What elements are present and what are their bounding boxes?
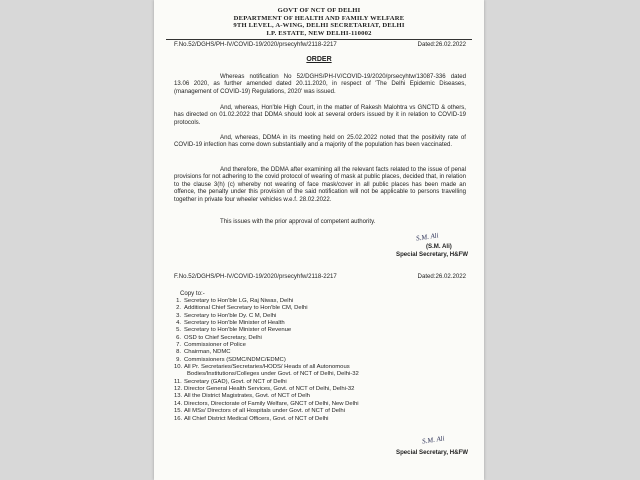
header-department: DEPARTMENT OF HEALTH AND FAMILY WELFARE xyxy=(233,14,405,22)
list-item: 12. Director General Health Services, Govt. of NCT of Delhi, Delhi-32 xyxy=(174,386,355,393)
list-item: 8. Chairman, NDMC xyxy=(176,349,231,356)
copy-to-list xyxy=(174,298,474,423)
signature-scribble: S.M. Ali xyxy=(415,231,440,243)
list-item: 7. Commissioner of Police xyxy=(176,342,246,349)
header-estate: I.P. ESTATE, NEW DELHI-110002 xyxy=(266,29,372,37)
paragraph-3: And, whereas, DDMA in its meeting held on 25.02.2022 noted that the positivity rate of COVID-19 infection has come down substantially and a majority of the population has been vaccinated. xyxy=(174,134,466,149)
paragraph-5: This issues with the prior approval of competent authority. xyxy=(220,218,376,225)
signatory-designation: Special Secretary, H&FW xyxy=(396,251,469,258)
file-date-copy: Dated:26.02.2022 xyxy=(417,273,466,280)
list-item: 10. All Pr. Secretaries/Secretaries/HODS/ Heads of all Autonomous xyxy=(174,364,350,371)
file-number: F.No.52/DGHS/PH-IV/COVID-19/2020/prsecyhfw/2118-2217 xyxy=(174,41,337,48)
list-item: 14. Directors, Directorate of Family Welfare, GNCT of Delhi, New Delhi xyxy=(174,400,359,407)
paragraph-1: Whereas notification No 52/DGHS/PH-IV/COVID-19/2020/prsecyhtw/13087-336 dated 13.06 2020, as further amended dated 20.11.2020, in respect of 'The Delhi Epidemic Diseases, (management of COVID-19) Regulations, 2020' was issued. xyxy=(174,73,466,95)
paragraph-4: And therefore, the DDMA after examining all the relevant facts related to the issue of penal provisions for not adhering to the covid protocol of wearing of mask at public places, decided that, in relation to the clause 3(h) (c) whereby not wearing of face mask/cover in all public places has been made an offence, the penalty under this provision of the said notification will not be applicable to persons travelling together in private four wheeler vehicles w.e.f. 28.02.2022. xyxy=(174,166,466,203)
signatory-name: (S.M. Ali) xyxy=(426,243,452,250)
list-item: 11. Secretary (GAD), Govt. of NCT of Delhi xyxy=(174,378,287,385)
copy-to-label: Copy to:- xyxy=(180,290,205,297)
order-title: ORDER xyxy=(306,56,332,63)
list-item: 2. Additional Chief Secretary to Hon'ble CM, Delhi xyxy=(176,305,308,312)
paragraph-2: And, whereas, Hon'ble High Court, in the matter of Rakesh Malohtra vs GNCTD & others, has directed on 01.02.2022 that DDMA should look at several orders issued by it in relation to COVID-19 protocols. xyxy=(174,104,466,126)
document-page xyxy=(154,0,484,480)
list-item: 3. Secretary to Hon'ble Dy. C M, Delhi xyxy=(176,312,277,319)
list-item: 4. Secretary to Hon'ble Minister of Health xyxy=(176,320,285,327)
list-item: 15. All MSs/ Directors of all Hospitals under Govt. of NCT of Delhi xyxy=(174,408,345,415)
list-item: 5. Secretary to Hon'ble Minister of Revenue xyxy=(176,327,292,334)
file-number-copy: F.No.52/DGHS/PH-IV/COVID-19/2020/prsecyhfw/2118-2217 xyxy=(174,273,337,280)
signatory-designation-2: Special Secretary, H&FW xyxy=(396,449,469,456)
header-govt: GOVT OF NCT OF DELHI xyxy=(277,7,361,14)
header-address-line: 9TH LEVEL, A-WING, DELHI SECRETARIAT, DELHI xyxy=(233,22,405,29)
list-item-continuation: Bodies/Institutions/Colleges under Govt. of NCT of Delhi, Delhi-32 xyxy=(187,371,359,378)
file-date: Dated:26.02.2022 xyxy=(417,41,466,48)
list-item: 9. Commissioners (SDMC/NDMC/EDMC) xyxy=(176,356,286,363)
list-item: 16. All Chief District Medical Officers, Govt. of NCT of Delhi xyxy=(174,415,329,422)
signature-scribble-2: S.M. Ali xyxy=(421,434,446,446)
list-item: 1. Secretary to Hon'ble LG, Raj Niwas, Delhi xyxy=(176,298,294,304)
list-item: 13. All the District Magistrates, Govt. of NCT of Delh xyxy=(174,393,310,400)
header-divider xyxy=(166,39,472,40)
list-item: 6. OSD to Chief Secretary, Delhi xyxy=(176,334,262,341)
